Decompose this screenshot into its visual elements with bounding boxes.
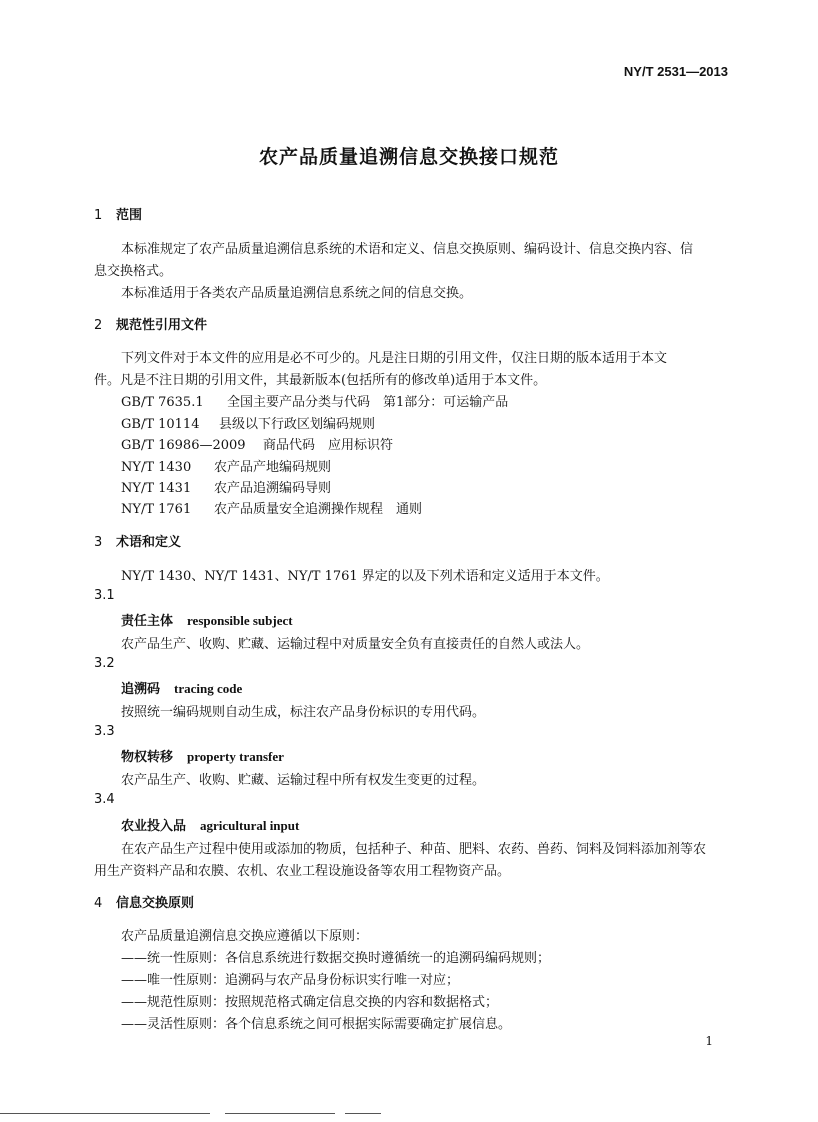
footer-rule <box>345 1113 381 1114</box>
standard-number: NY/T 2531—2013 <box>623 64 728 79</box>
term-chinese: 追溯码 <box>121 682 161 697</box>
s2-paragraph-line-1: 下列文件对于本文件的应用是必不可少的。凡是注日期的引用文件，仅注日期的版本适用于本文 <box>121 351 668 366</box>
reference-item <box>121 477 331 496</box>
reference-item <box>121 434 393 453</box>
term-number: 3.2 <box>94 656 115 671</box>
section-title: 术语和定义 <box>116 535 182 550</box>
section-3-heading <box>94 531 181 550</box>
reference-item <box>121 391 508 410</box>
term-english: property transfer <box>187 749 284 764</box>
section-number: 3 <box>94 535 103 550</box>
s1-paragraph-1-line-2: 息交换格式。 <box>94 264 173 279</box>
page-number: 1 <box>705 1034 713 1048</box>
section-title: 规范性引用文件 <box>116 318 208 333</box>
term-number: 3.4 <box>94 792 115 807</box>
term-number: 3.1 <box>94 588 115 603</box>
term-english: agricultural input <box>200 818 300 833</box>
footer-rule <box>225 1113 335 1114</box>
term-definition: 农产品生产、收购、贮藏、运输过程中对质量安全负有直接责任的自然人或法人。 <box>121 637 590 652</box>
term-heading <box>121 678 242 697</box>
term-chinese: 农业投入品 <box>121 819 187 834</box>
section-number: 1 <box>94 208 103 223</box>
reference-item <box>121 456 331 475</box>
term-definition: 农产品生产、收购、贮藏、运输过程中所有权发生变更的过程。 <box>121 773 486 788</box>
reference-title: 县级以下行政区划编码规则 <box>219 417 376 432</box>
term-english: tracing code <box>174 681 243 696</box>
term-english: responsible subject <box>187 613 293 628</box>
s3-intro: NY/T 1430、NY/T 1431、NY/T 1761 界定的以及下列术语和定义适用于本文件。 <box>121 569 609 584</box>
principle-item: ——规范性原则：按照规范格式确定信息交换的内容和数据格式； <box>121 995 499 1010</box>
reference-code: GB/T 10114 <box>121 417 200 432</box>
term-heading <box>121 815 299 834</box>
term-definition-line-2: 用生产资料产品和农膜、农机、农业工程设施设备等农用工程物资产品。 <box>94 864 511 879</box>
s2-paragraph-line-2: 件。凡是不注日期的引用文件，其最新版本(包括所有的修改单)适用于本文件。 <box>94 373 547 388</box>
footer-rule <box>0 1113 210 1114</box>
term-number: 3.3 <box>94 724 115 739</box>
section-number: 2 <box>94 318 103 333</box>
principle-item: ——灵活性原则：各个信息系统之间可根据实际需要确定扩展信息。 <box>121 1017 512 1032</box>
reference-item <box>121 498 422 517</box>
reference-title: 农产品产地编码规则 <box>214 460 332 475</box>
reference-title: 全国主要产品分类与代码 第1部分：可运输产品 <box>227 395 509 410</box>
reference-code: NY/T 1761 <box>121 502 192 517</box>
reference-code: NY/T 1430 <box>121 460 192 475</box>
s4-intro: 农产品质量追溯信息交换应遵循以下原则： <box>121 929 369 944</box>
principle-item: ——唯一性原则：追溯码与农产品身份标识实行唯一对应； <box>121 973 460 988</box>
reference-title: 农产品质量安全追溯操作规程 通则 <box>214 502 423 517</box>
section-2-heading <box>94 314 207 333</box>
term-definition: 按照统一编码规则自动生成，标注农产品身份标识的专用代码。 <box>121 705 486 720</box>
principle-item: ——统一性原则：各信息系统进行数据交换时遵循统一的追溯码编码规则； <box>121 951 551 966</box>
term-chinese: 责任主体 <box>121 614 174 629</box>
reference-title: 农产品追溯编码导则 <box>214 481 332 496</box>
section-number: 4 <box>94 896 103 911</box>
reference-item <box>121 413 375 432</box>
reference-code: GB/T 16986—2009 <box>121 438 246 453</box>
term-chinese: 物权转移 <box>121 750 174 765</box>
document-title: 农产品质量追溯信息交换接口规范 <box>258 146 559 168</box>
section-1-heading <box>94 204 142 223</box>
section-title: 信息交换原则 <box>116 896 195 911</box>
section-title: 范围 <box>116 208 143 223</box>
term-definition-line-1: 在农产品生产过程中使用或添加的物质，包括种子、种苗、肥料、农药、兽药、饲料及饲料添加剂等农 <box>121 842 707 857</box>
reference-code: NY/T 1431 <box>121 481 192 496</box>
s1-paragraph-2: 本标准适用于各类农产品质量追溯信息系统之间的信息交换。 <box>121 286 473 301</box>
reference-code: GB/T 7635.1 <box>121 395 204 410</box>
s1-paragraph-1-line-1: 本标准规定了农产品质量追溯信息系统的术语和定义、信息交换原则、编码设计、信息交换内容、信 <box>121 242 694 257</box>
section-4-heading <box>94 892 194 911</box>
term-heading <box>121 746 284 765</box>
reference-title: 商品代码 应用标识符 <box>263 438 394 453</box>
term-heading <box>121 610 293 629</box>
